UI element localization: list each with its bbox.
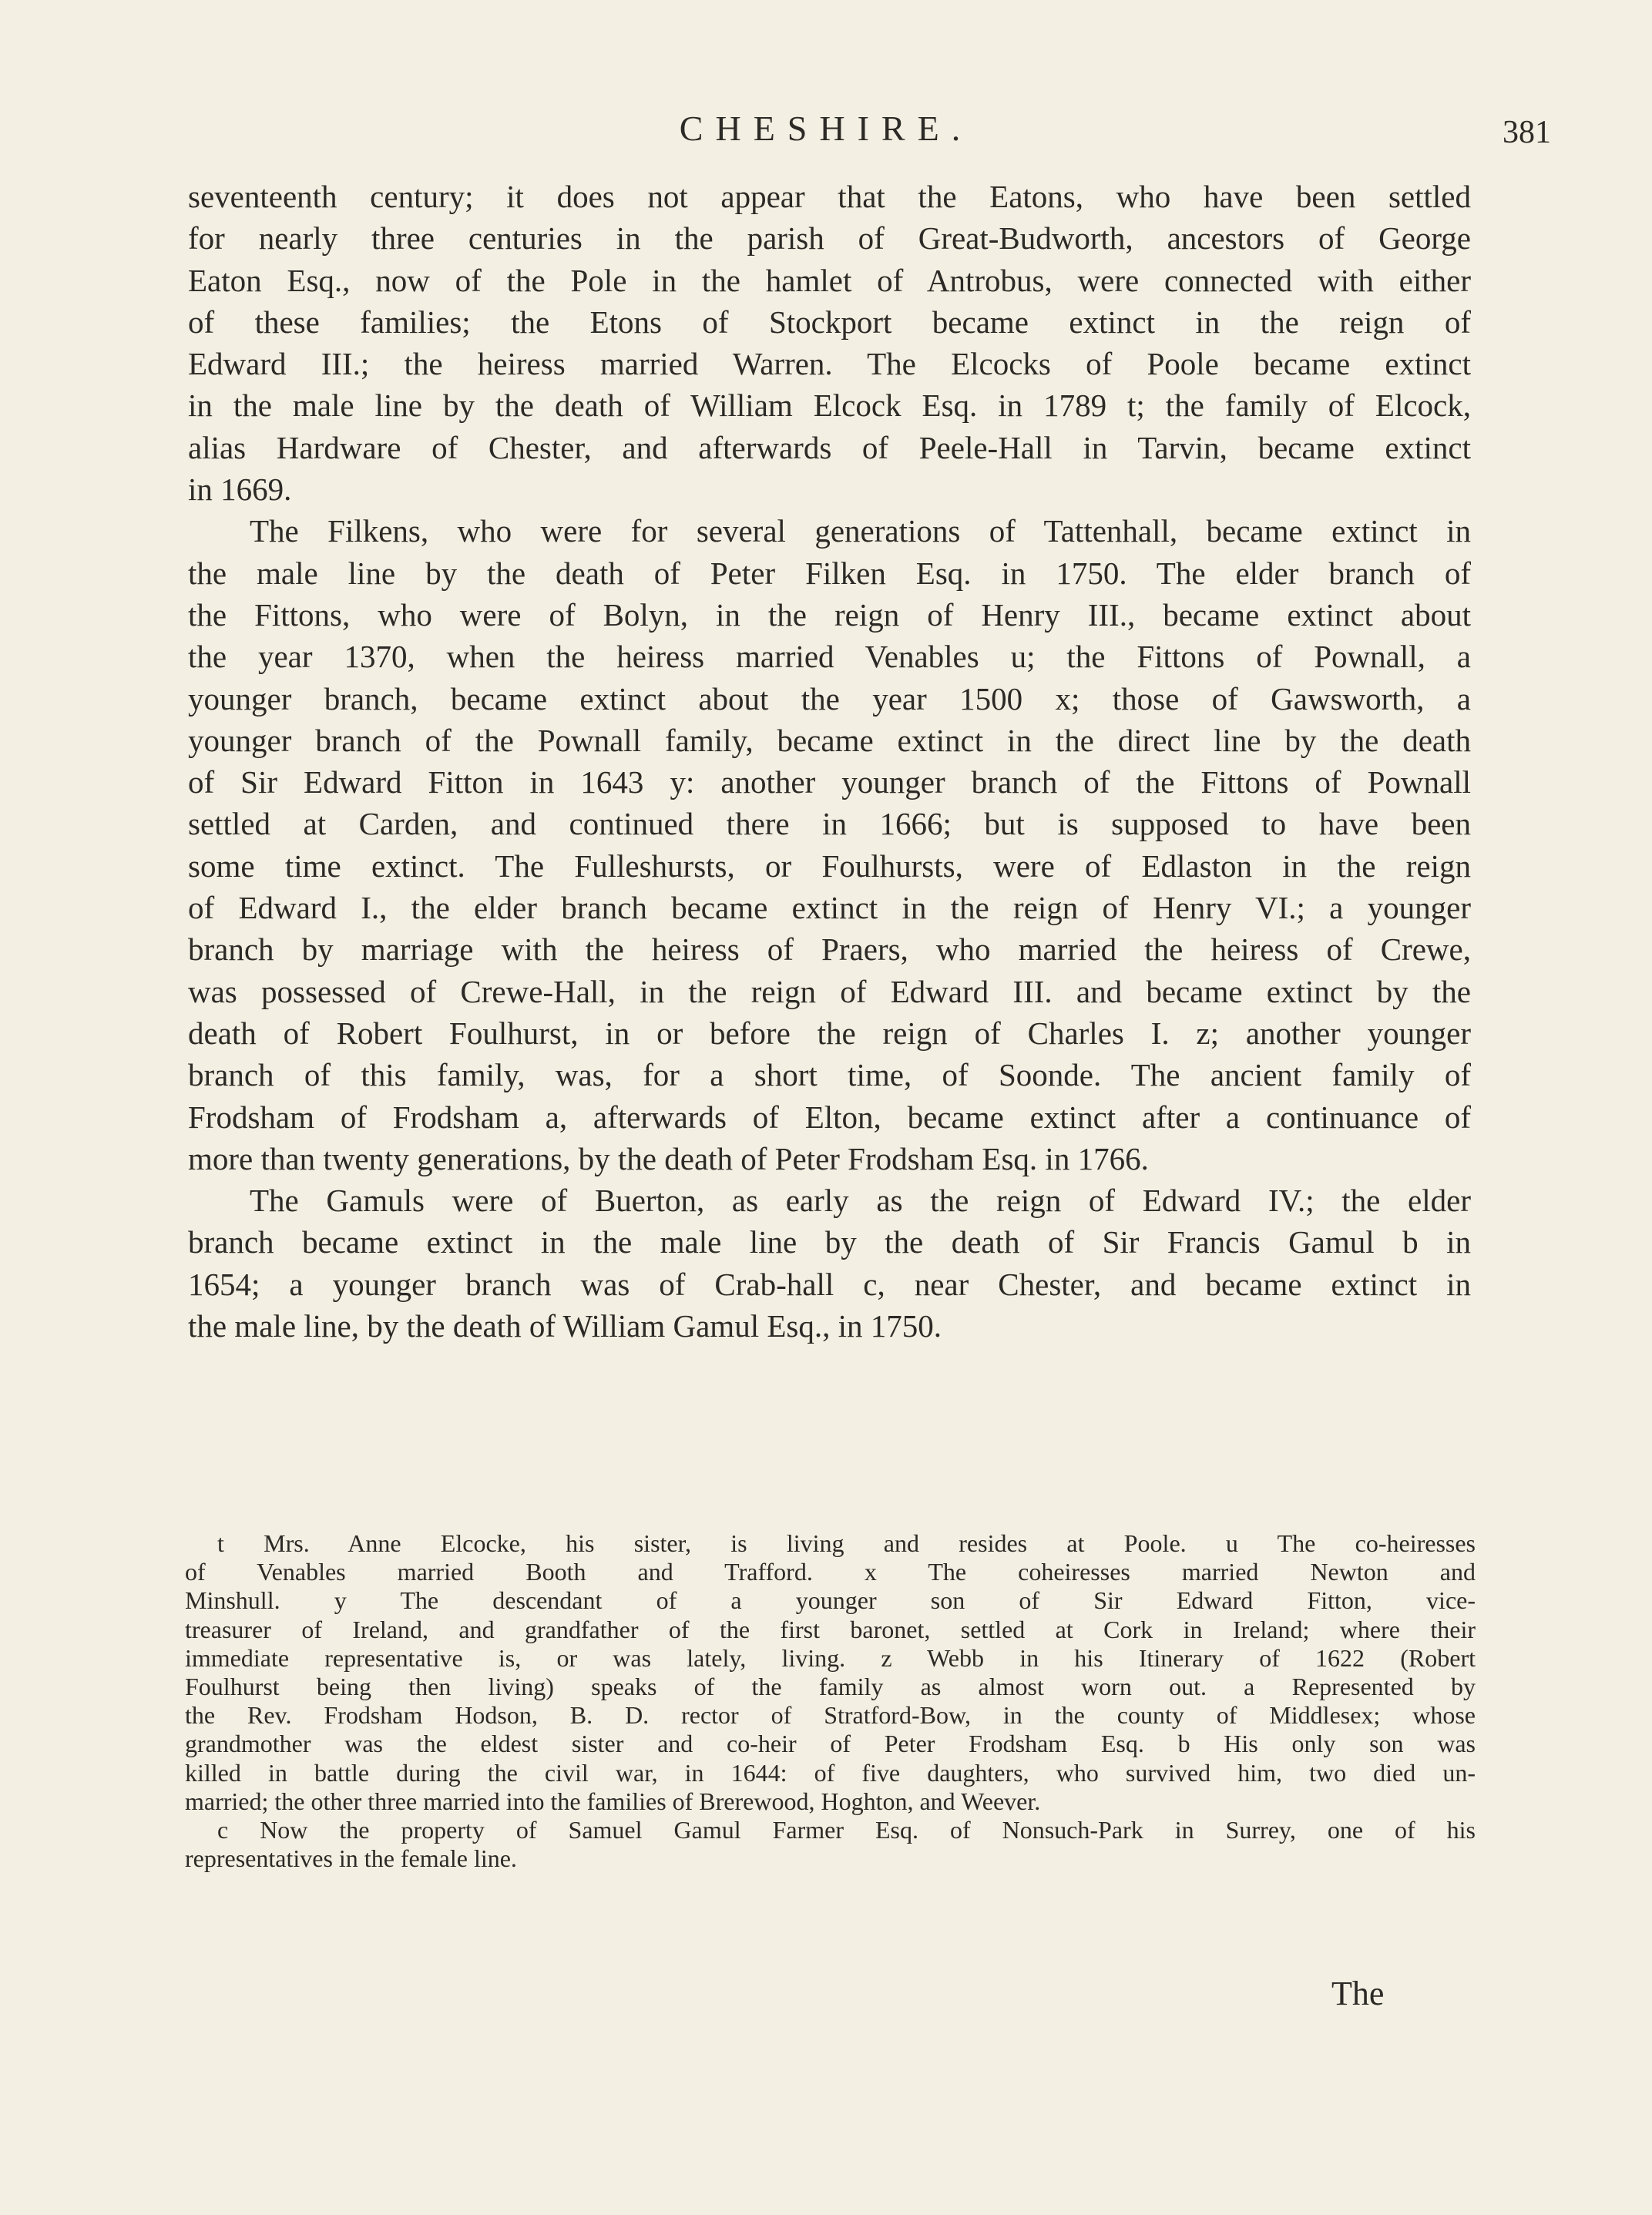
- footnotes: [185, 1529, 1476, 1873]
- footnote-line: representatives in the female line.: [185, 1844, 517, 1873]
- text-line: Edward III.; the heiress married Warren. The Elcocks of Poole became extinct: [188, 346, 1471, 382]
- text-line: some time extinct. The Fulleshursts, or Foulhursts, were of Edlaston in the reign: [188, 847, 1471, 884]
- text-line: branch became extinct in the male line by the death of Sir Francis Gamul b in: [188, 1224, 1471, 1260]
- footnote-line: Minshull. y The descendant of a younger son of Sir Edward Fitton, vice-: [185, 1586, 1476, 1615]
- footnote-line: killed in battle during the civil war, in 1644: of five daughters, who survived him, two died un-: [185, 1758, 1476, 1787]
- footnote-line: grandmother was the eldest sister and co-heir of Peter Frodsham Esq. b His only son was: [185, 1730, 1476, 1758]
- text-line: the Fittons, who were of Bolyn, in the reign of Henry III., became extinct about: [188, 596, 1471, 633]
- text-line: younger branch, became extinct about the year 1500 x; those of Gawsworth, a: [188, 680, 1471, 717]
- text-line: branch by marriage with the heiress of Praers, who married the heiress of Crewe,: [188, 931, 1471, 968]
- footnote-line: married; the other three married into the families of Brerewood, Hoghton, and Weever.: [185, 1787, 1041, 1815]
- text-line: more than twenty generations, by the death of Peter Frodsham Esq. in 1766.: [188, 1140, 1149, 1176]
- footnote-line: immediate representative is, or was lately, living. z Webb in his Itinerary of 1622 (Robert: [185, 1643, 1476, 1672]
- footnote-line: treasurer of Ireland, and grandfather of the first baronet, settled at Cork in Ireland; where their: [185, 1615, 1476, 1643]
- catchword: The: [1331, 1975, 1385, 2012]
- footnote-line: the Rev. Frodsham Hodson, B. D. rector of Stratford-Bow, in the county of Middlesex; whose: [185, 1701, 1476, 1730]
- text-line: in the male line by the death of William Elcock Esq. in 1789 t; the family of Elcock,: [188, 388, 1471, 424]
- running-head: CHESHIRE.: [679, 109, 973, 148]
- text-line: Frodsham of Frodsham a, afterwards of Elton, became extinct after a continuance of: [188, 1099, 1471, 1135]
- footnote-line: of Venables married Booth and Trafford. x The coheiresses married Newton and: [185, 1558, 1476, 1586]
- text-line: for nearly three centuries in the parish of Great-Budworth, ancestors of George: [188, 220, 1471, 257]
- text-line: seventeenth century; it does not appear that the Eatons, who have been settled: [188, 179, 1471, 214]
- text-line: Eaton Esq., now of the Pole in the hamlet of Antrobus, were connected with either: [188, 262, 1471, 298]
- text-line: death of Robert Foulhurst, in or before the reign of Charles I. z; another younger: [188, 1015, 1471, 1051]
- text-line: branch of this family, was, for a short time, of Soonde. The ancient family of: [188, 1057, 1471, 1093]
- text-line: of Sir Edward Fitton in 1643 y: another younger branch of the Fittons of Pownall: [188, 764, 1471, 800]
- footnote-line: t Mrs. Anne Elcocke, his sister, is living and resides at Poole. u The co-heiresses: [217, 1529, 1476, 1557]
- text-line: the male line, by the death of William Gamul Esq., in 1750.: [188, 1308, 942, 1344]
- text-line: the year 1370, when the heiress married Venables u; the Fittons of Pownall, a: [188, 639, 1471, 675]
- text-line: younger branch of the Pownall family, became extinct in the direct line by the death: [188, 722, 1471, 758]
- footnote-line: c Now the property of Samuel Gamul Farmer Esq. of Nonsuch-Park in Surrey, one of his: [217, 1816, 1476, 1844]
- text-line: The Filkens, who were for several generations of Tattenhall, became extinct in: [250, 513, 1471, 549]
- text-line: 1654; a younger branch was of Crab-hall c, near Chester, and became extinct in: [188, 1266, 1471, 1302]
- text-line: The Gamuls were of Buerton, as early as the reign of Edward IV.; the elder: [250, 1183, 1471, 1219]
- text-line: alias Hardware of Chester, and afterwards of Peele-Hall in Tarvin, became extinct: [188, 429, 1471, 465]
- text-line: in 1669.: [188, 472, 292, 508]
- text-line: the male line by the death of Peter Filken Esq. in 1750. The elder branch of: [188, 555, 1471, 591]
- page-number: 381: [1503, 115, 1551, 150]
- text-line: of these families; the Etons of Stockport became extinct in the reign of: [188, 304, 1471, 340]
- body-text: [188, 176, 1471, 1347]
- text-line: of Edward I., the elder branch became extinct in the reign of Henry VI.; a younger: [188, 890, 1471, 926]
- text-line: settled at Carden, and continued there in 1666; but is supposed to have been: [188, 806, 1471, 842]
- footnote-line: Foulhurst being then living) speaks of the family as almost worn out. a Represented by: [185, 1673, 1476, 1701]
- text-line: was possessed of Crewe-Hall, in the reign of Edward III. and became extinct by the: [188, 973, 1471, 1009]
